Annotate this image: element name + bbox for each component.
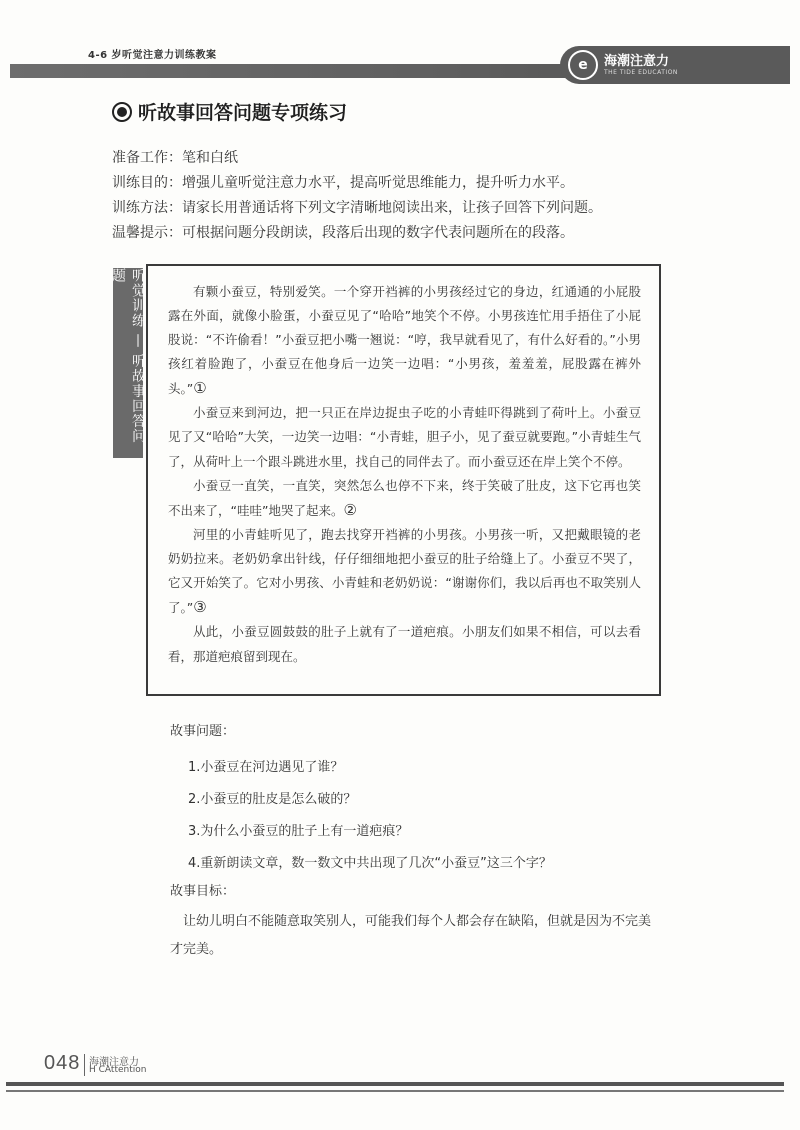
goal-label: 故事目标： — [170, 884, 236, 899]
story-paragraph: 河里的小青蛙听见了，跑去找穿开裆裤的小男孩。小男孩一听，又把戴眼镜的老奶奶拉来。老奶奶拿出针线，仔仔细细地把小蚕豆的肚子给缝上了。小蚕豆不哭了，它又开始笑了。它对小男孩、小青蛙和老奶奶说：“谢谢你们，我以后再也不取笑别人了。”③ — [168, 527, 641, 616]
goal-text: 让幼儿明白不能随意取笑别人，可能我们每个人都会存在缺陷，但就是因为不完美才完美。 — [170, 914, 652, 957]
section-title — [112, 98, 347, 125]
page-title: 听故事回答问题专项练习 — [138, 102, 348, 124]
question-item: 2.小蚕豆的肚皮是怎么破的？ — [188, 792, 357, 807]
questions-label: 故事问题： — [170, 724, 236, 739]
radio-bullet-icon — [112, 102, 132, 122]
question-item: 4.重新朗读文章，数一数文中共出现了几次“小蚕豆”这三个字？ — [188, 856, 552, 871]
running-header: 4-6 岁听觉注意力训练教案 — [88, 50, 217, 61]
story-paragraph: 从此，小蚕豆圆鼓鼓的肚子上就有了一道疤痕。小朋友们如果不相信，可以去看看，那道疤痕留到现在。 — [168, 624, 641, 664]
logo-text: 海潮注意力 — [604, 54, 670, 69]
info-method: 训练方法：请家长用普通话将下列文字清晰地阅读出来，让孩子回答下列问题。 — [112, 200, 602, 216]
footer-rule-thin — [6, 1090, 784, 1092]
footer-divider — [84, 1054, 85, 1076]
info-prep: 准备工作：笔和白纸 — [112, 150, 238, 166]
page-number: 048 — [44, 1052, 81, 1074]
question-item: 1.小蚕豆在河边遇见了谁？ — [188, 760, 344, 775]
footer-rule — [6, 1082, 784, 1086]
logo-icon: e — [568, 50, 598, 80]
paragraph-marker: ② — [343, 501, 357, 519]
footer-brand: 海潮注意力 — [89, 1057, 139, 1068]
side-tab-label: 听觉训练 — 听故事回答问题 — [113, 268, 143, 458]
footer-brand-en: H CAttention — [89, 1065, 147, 1075]
info-tip: 温馨提示：可根据问题分段朗读，段落后出现的数字代表问题所在的段落。 — [112, 225, 574, 241]
story-paragraph: 有颗小蚕豆，特别爱笑。一个穿开裆裤的小男孩经过它的身边，红通通的小屁股露在外面，就像小脸蛋，小蚕豆见了“哈哈”地笑个不停。小男孩连忙用手捂住了小屁股说：“不许偷看！”小蚕豆把小嘴一翘说：“哼，我早就看见了，有什么好看的。”小男孩红着脸跑了，小蚕豆在他身后一边笑一边唱：“小男孩，羞羞羞，屁股露在裤外头。”① — [168, 284, 641, 397]
paragraph-marker: ③ — [193, 598, 207, 616]
info-block — [112, 146, 602, 246]
paragraph-marker: ① — [193, 379, 207, 397]
story-paragraph: 小蚕豆一直笑，一直笑，突然怎么也停不下来，终于笑破了肚皮，这下它再也笑不出来了，“哇哇”地哭了起来。② — [168, 478, 641, 519]
logo-subtext: THE TIDE EDUCATION — [604, 69, 678, 76]
info-purpose: 训练目的：增强儿童听觉注意力水平，提高听觉思维能力，提升听力水平。 — [112, 175, 574, 191]
question-item: 3.为什么小蚕豆的肚子上有一道疤痕？ — [188, 824, 409, 839]
story-box — [146, 264, 661, 696]
story-paragraph: 小蚕豆来到河边，把一只正在岸边捉虫子吃的小青蛙吓得跳到了荷叶上。小蚕豆见了又“哈哈”大笑，一边笑一边唱：“小青蛙，胆子小，见了蚕豆就要跑。”小青蛙生气了，从荷叶上一个跟斗跳进水里，找自己的同伴去了。而小蚕豆还在岸上笑个不停。 — [168, 405, 641, 469]
